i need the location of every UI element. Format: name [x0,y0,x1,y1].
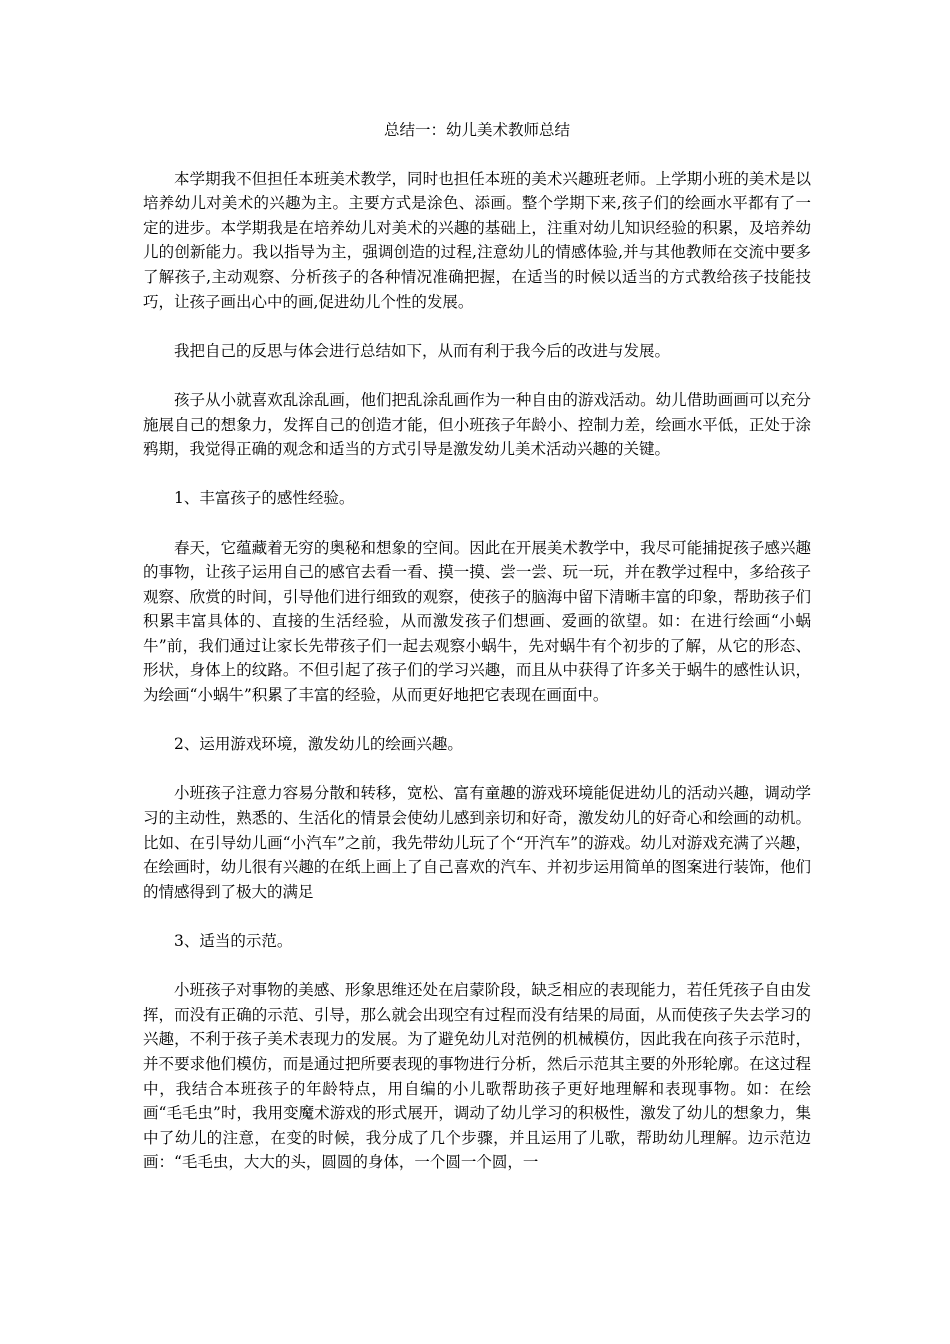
section-heading-3: 3、适当的示范。 [174,932,293,950]
document-body [143,118,811,1200]
section-heading-1: 1、丰富孩子的感性经验。 [174,489,355,508]
section-heading-2: 2、运用游戏环境，激发幼儿的绘画兴趣。 [174,735,463,754]
paragraph-intro: 本学期我不但担任本班美术教学，同时也担任本班的美术兴趣班老师。上学期小班的美术是以培养幼儿对美术的兴趣为主。主要方式是涂色、添画。整个学期下来,孩子们的绘画水平都有了一定的进步。本学期我是在培养幼儿对美术的兴趣的基础上，注重对幼儿知识经验的积累，及培养幼儿的创新能力。我以指导为主，强调创造的过程,注意幼儿的情感体验,并与其他教师在交流中要多了解孩子,主动观察、分析孩子的各种情况准确把握，在适当的时候以适当的方式教给孩子技能技巧，让孩子画出心中的画,促进幼儿个性的发展。 [143,169,811,311]
paragraph-section-3: 小班孩子对事物的美感、形象思维还处在启蒙阶段，缺乏相应的表现能力，若任凭孩子自由发挥，而没有正确的示范、引导，那么就会出现空有过程而没有结果的局面，从而使孩子失去学习的兴趣，不利于孩子美术表现力的发展。为了避免幼儿对范例的机械模仿，因此我在向孩子示范时，并不要求他们模仿，而是通过把所要表现的事物进行分析，然后示范其主要的外形轮廓。在这过程中，我结合本班孩子的年龄特点，用自编的小儿歌帮助孩子更好地理解和表现事物。如：在绘画“毛毛虫”时，我用变魔术游戏的形式展开，调动了幼儿学习的积极性，激发了幼儿的想象力，集中了幼儿的注意，在变的时候，我分成了几个步骤，并且运用了儿歌，帮助幼儿理解。边示范边画：“毛毛虫，大大的头，圆圆的身体，一个圆一个圆，一 [143,981,811,1172]
paragraph-section-1: 春天，它蕴藏着无穷的奥秘和想象的空间。因此在开展美术教学中，我尽可能捕捉孩子感兴趣的事物，让孩子运用自己的感官去看一看、摸一摸、尝一尝、玩一玩，并在教学过程中，多给孩子观察、欣赏的时间，引导他们进行细致的观察，使孩子的脑海中留下清晰丰富的印象，帮助孩子们积累丰富具体的、直接的生活经验，从而激发孩子们想画、爱画的欲望。如：在进行绘画“小蜗牛”前，我们通过让家长先带孩子们一起去观察小蜗牛，先对蜗牛有个初步的了解，从它的形态、形状，身体上的纹路。不但引起了孩子们的学习兴趣，而且从中获得了许多关于蜗牛的感性认识，为绘画“小蜗牛”积累了丰富的经验，从而更好地把它表现在画面中。 [143,538,811,705]
paragraph-background: 孩子从小就喜欢乱涂乱画，他们把乱涂乱画作为一种自由的游戏活动。幼儿借助画画可以充分施展自己的想象力，发挥自己的创造才能，但小班孩子年龄小、控制力差，绘画水平低，正处于涂鸦期，我觉得正确的观念和适当的方式引导是激发幼儿美术活动兴趣的关键。 [143,390,811,459]
document-title: 总结一：幼儿美术教师总结 [383,121,570,139]
paragraph-summary-lead: 我把自己的反思与体会进行总结如下，从而有利于我今后的改进与发展。 [174,341,671,360]
paragraph-section-2: 小班孩子注意力容易分散和转移，宽松、富有童趣的游戏环境能促进幼儿的活动兴趣，调动学习的主动性，熟悉的、生活化的情景会使幼儿感到亲切和好奇，激发幼儿的好奇心和绘画的动机。比如、在引导幼儿画“小汽车”之前，我先带幼儿玩了个“开汽车”的游戏。幼儿对游戏充满了兴趣，在绘画时，幼儿很有兴趣的在纸上画上了自己喜欢的汽车、并初步运用简单的图案进行装饰，他们的情感得到了极大的满足 [143,784,811,901]
